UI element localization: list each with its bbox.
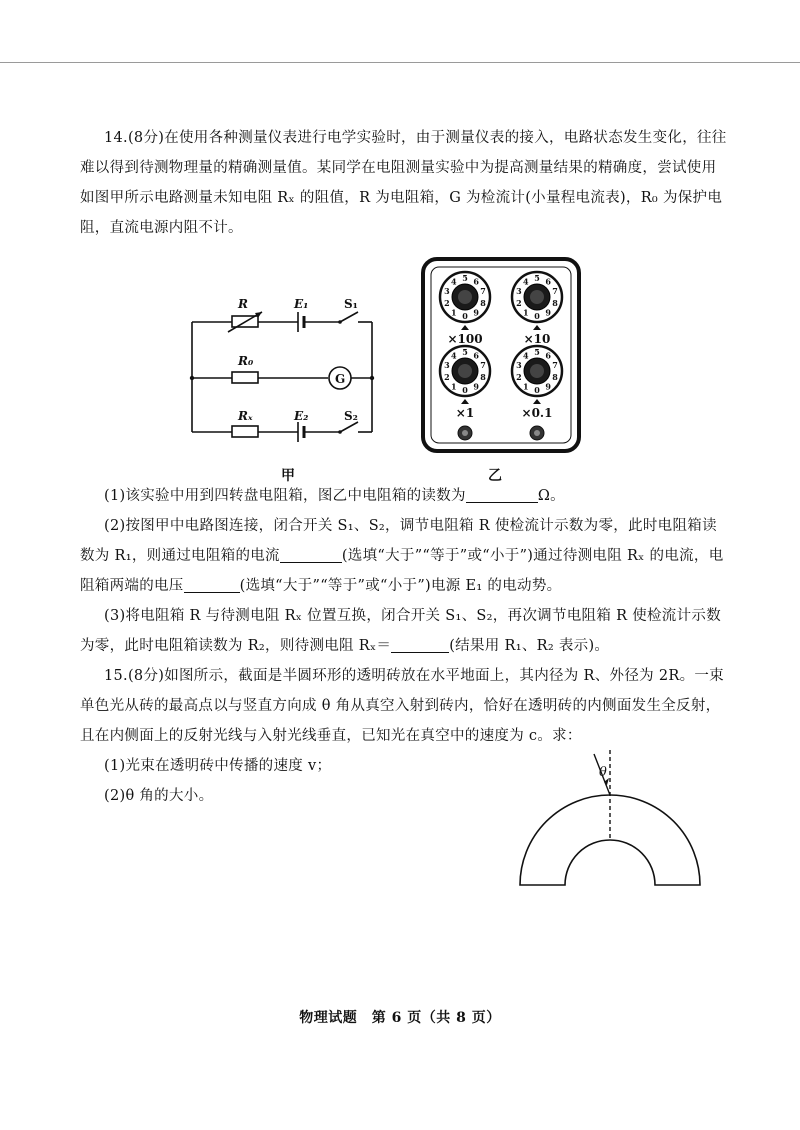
answer-blank-3[interactable] xyxy=(184,576,240,593)
dial-3-digit: 5 xyxy=(462,347,468,357)
q14-part3: (3)将电阻箱 R 与待测电阻 Rₓ 位置互换，闭合开关 S₁、S₂，再次调节电阻箱 R 使检流计示数为零，此时电阻箱读数为 R₂，则待测电阻 Rₓ＝ (结果用 R₁、R₂ 表示)。 xyxy=(80,608,721,654)
dial-1-digit: 2 xyxy=(444,297,450,308)
answer-blank-4[interactable] xyxy=(391,636,449,653)
q15-sub1: (1)光束在透明砖中传播的速度 v； xyxy=(104,758,332,774)
dial-3-digit: 8 xyxy=(480,371,486,382)
q14-stem: 14.(8分)在使用各种测量仪表进行电学实验时，由于测量仪表的接入，电路状态发生变化，往往难以得到待测物理量的精确测量值。某同学在电阻测量实验中为提高测量结果的精确度，尝试使用如图甲所示电路测量未知电阻 Rₓ 的阻值，R 为电阻箱，G 为检流计(小量程电流表)，R₀ 为保护电阻，直流电源内阻不计。 xyxy=(80,130,727,236)
dial-2-multiplier: ×10 xyxy=(523,332,551,346)
dial-2-digit: 8 xyxy=(552,297,558,308)
dial-1-digit: 0 xyxy=(462,311,468,321)
label-Rx: Rₓ xyxy=(238,409,253,423)
dial-4-digit: 6 xyxy=(545,350,551,361)
dial-3-digit: 6 xyxy=(473,350,479,361)
q14-part2: (2)按图甲中电路图连接，闭合开关 S₁、S₂，调节电阻箱 R 使检流计示数为零，此时电阻箱读数为 R₁，则通过电阻箱的电流 (选填“大于”“等于”或“小于”)通过待测电阻 Rₓ 的电流，电阻箱两端的电压 (选填“大于”“等于”或“小于”)电源 E₁ 的电动势。 xyxy=(80,518,724,594)
page-top-rule xyxy=(0,62,800,63)
dial-2-digit: 4 xyxy=(523,276,529,287)
dial-4-digit: 5 xyxy=(534,347,540,357)
dial-3-digit: 2 xyxy=(444,371,450,382)
answer-blank-1[interactable] xyxy=(466,486,538,503)
label-E2: E₂ xyxy=(294,409,309,423)
dial-4-digit: 1 xyxy=(523,381,529,392)
dial-1-multiplier: ×100 xyxy=(447,332,483,346)
page-footer: 物理试题 第 6 页（共 8 页） xyxy=(299,1010,501,1026)
dial-3-digit: 4 xyxy=(451,350,457,361)
circuit-diagram-jia xyxy=(180,290,390,450)
dial-2-digit: 3 xyxy=(516,286,522,297)
dial-1-digit: 6 xyxy=(473,276,479,287)
theta-label: θ xyxy=(599,765,607,780)
dial-3-digit: 9 xyxy=(473,381,479,392)
resistance-box-yi xyxy=(421,257,581,453)
dial-4-digit: 8 xyxy=(552,371,558,382)
dial-3-digit: 3 xyxy=(444,360,450,371)
dial-4-digit: 7 xyxy=(552,360,558,371)
dial-1-digit: 1 xyxy=(451,307,457,318)
dial-2-digit: 5 xyxy=(534,273,540,283)
dial-4-multiplier: ×0.1 xyxy=(521,406,553,420)
dial-3-digit: 0 xyxy=(462,385,468,395)
q15-sub2: (2)θ 角的大小。 xyxy=(104,788,214,804)
dial-3-digit: 7 xyxy=(480,360,486,371)
dial-2-digit: 6 xyxy=(545,276,551,287)
dial-4-digit: 2 xyxy=(516,371,522,382)
dial-2-digit: 2 xyxy=(516,297,522,308)
label-R0: R₀ xyxy=(238,354,254,368)
dial-2-digit: 0 xyxy=(534,311,540,321)
label-S1: S₁ xyxy=(344,297,358,311)
label-R: R xyxy=(238,297,248,311)
q14-part1: (1)该实验中用到四转盘电阻箱，图乙中电阻箱的读数为 Ω。 xyxy=(104,488,565,504)
label-G: G xyxy=(335,372,346,386)
dial-1-digit: 8 xyxy=(480,297,486,308)
dial-1-digit: 4 xyxy=(451,276,457,287)
half-ring-diagram xyxy=(510,740,720,890)
dial-1-digit: 7 xyxy=(480,286,486,297)
dial-2-digit: 7 xyxy=(552,286,558,297)
dial-1-digit: 3 xyxy=(444,286,450,297)
dial-3-digit: 1 xyxy=(451,381,457,392)
dial-1-digit: 9 xyxy=(473,307,479,318)
caption-jia: 甲 xyxy=(281,468,295,484)
caption-yi: 乙 xyxy=(488,468,502,484)
dial-3-multiplier: ×1 xyxy=(455,406,475,420)
dial-4-digit: 3 xyxy=(516,360,522,371)
dial-2-digit: 1 xyxy=(523,307,529,318)
dial-4-digit: 9 xyxy=(545,381,551,392)
q15-stem: 15.(8分)如图所示，截面是半圆环形的透明砖放在水平地面上，其内径为 R、外径为 2R。一束单色光从砖的最高点以与竖直方向成 θ 角从真空入射到砖内，恰好在透明砖的内侧面发生全反射，且在内侧面上的反射光线与入射光线垂直，已知光在真空中的速度为 c。求： xyxy=(80,668,724,744)
answer-blank-2[interactable] xyxy=(280,546,342,563)
dial-4-digit: 0 xyxy=(534,385,540,395)
dial-1-digit: 5 xyxy=(462,273,468,283)
dial-4-digit: 4 xyxy=(523,350,529,361)
dial-2-digit: 9 xyxy=(545,307,551,318)
label-E1: E₁ xyxy=(294,297,309,311)
label-S2: S₂ xyxy=(344,409,358,423)
